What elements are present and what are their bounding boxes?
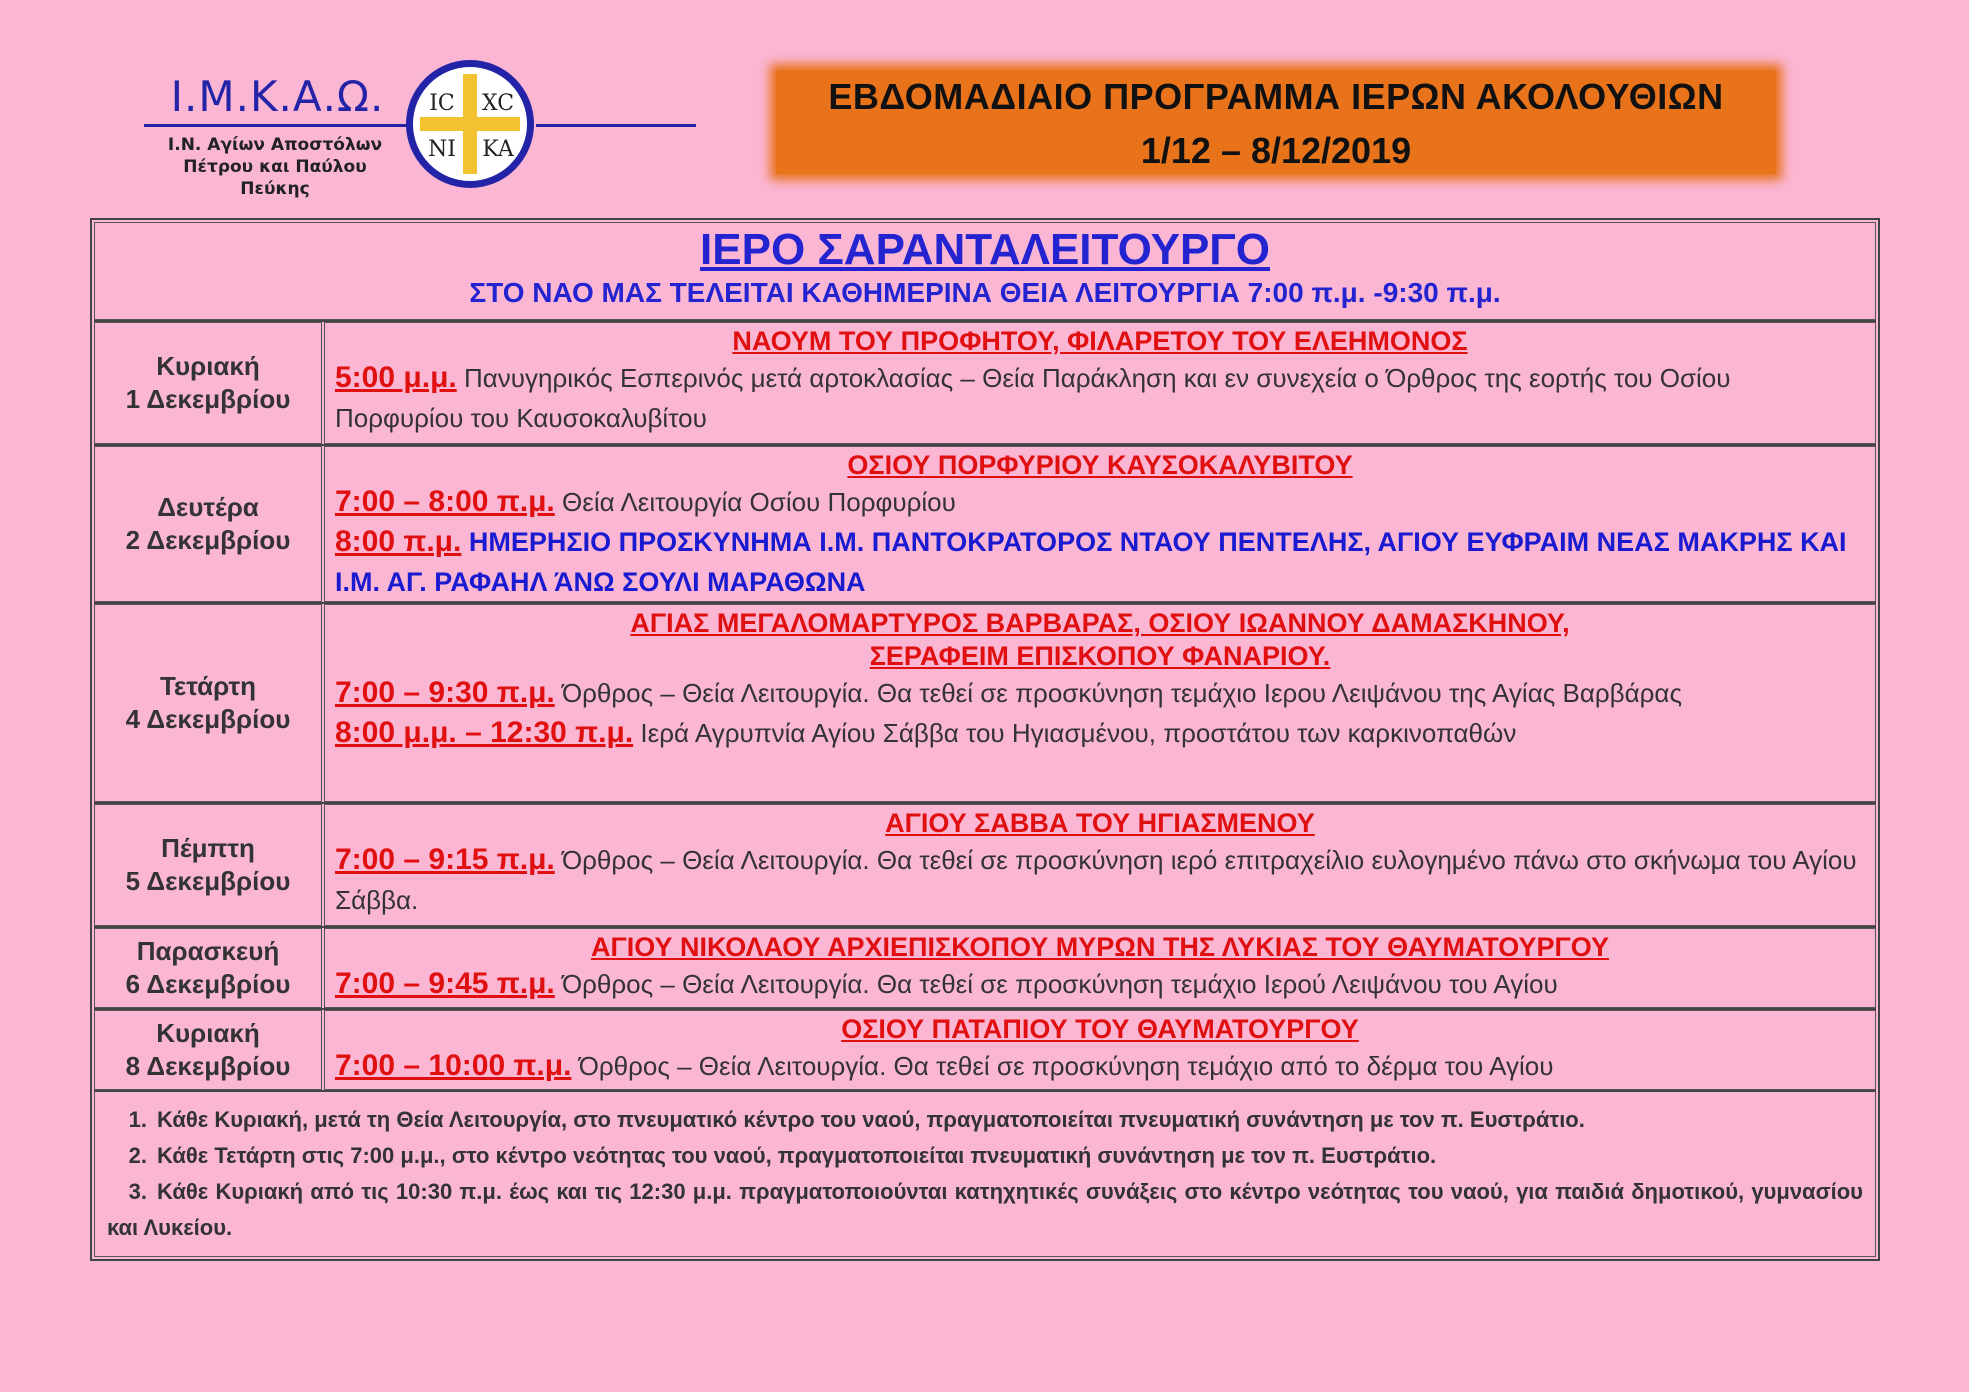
feast-title: ΑΓΙΑΣ ΜΕΓΑΛΟΜΑΡΤΥΡΟΣ ΒΑΡΒΑΡΑΣ, ΟΣΙΟΥ ΙΩΑΝΝΟΥ ΔΑΜΑΣΚΗΝΟΥ, [630,608,1570,638]
services-cell [324,604,1876,802]
service-time: 5:00 μ.μ. [335,361,457,394]
logo-sub-line: Πεύκης [240,179,310,199]
seal-letters: IC [429,91,455,116]
schedule-row [94,926,1876,1008]
day-date: 5 Δεκεμβρίου [125,866,291,896]
services-cell [324,804,1876,926]
service-time: 8:00 π.μ. [335,525,462,558]
day-cell [94,928,322,1008]
schedule-heading [94,222,1876,320]
note-text: Κάθε Τετάρτη στις 7:00 μ.μ., στο κέντρο νεότητας του ναού, πραγματοποιείται πνευματική συνάντηση με τον π. Ευστράτιο. [157,1143,1437,1168]
weekly-schedule-table [90,218,1880,1261]
day-date: 6 Δεκεμβρίου [125,969,291,999]
services-cell [324,1010,1876,1090]
day-cell [94,322,322,444]
service-time: 7:00 – 9:45 π.μ. [335,967,555,1000]
service-time: 7:00 – 9:15 π.μ. [335,843,555,876]
service-time: 7:00 – 8:00 π.μ. [335,485,555,518]
program-title-banner [776,70,1776,174]
day-cell [94,1010,322,1090]
service-entry [335,522,1865,602]
service-description: Όρθρος – Θεία Λειτουργία. Θα τεθεί σε προσκύνηση τεμάχιο Ιερου Λειψάνου της Αγίας Βαρβάρας [554,678,1682,708]
schedule-row [94,320,1876,444]
program-dates: 1/12 – 8/12/2019 [1140,130,1412,171]
note-number: 2. [128,1143,147,1168]
schedule-row [94,1008,1876,1090]
day-date: 1 Δεκεμβρίου [125,384,291,414]
feast-title: ΣΕΡΑΦΕΙΜ ΕΠΙΣΚΟΠΟΥ ΦΑΝΑΡΙΟΥ. [869,641,1331,671]
service-entry [335,1046,1865,1086]
feast-title: ΟΣΙΟΥ ΠΟΡΦΥΡΙΟΥ ΚΑΥΣΟΚΑΛΥΒΙΤΟΥ [847,450,1353,480]
schedule-heading-title: ΙΕΡΟ ΣΑΡΑΝΤΑΛΕΙΤΟΥΡΓΟ [700,225,1270,274]
logo-title: Ι.Μ.Κ.Α.Ω. [170,72,385,121]
service-entry [335,482,1865,522]
day-name: Πέμπτη [161,833,255,863]
note-number: 3. [128,1179,147,1204]
logo-sub-line: Πέτρου και Παύλου [183,157,367,177]
day-cell [94,446,322,602]
service-entry [335,673,1865,713]
note-item [107,1138,1863,1174]
note-text: Κάθε Κυριακή, μετά τη Θεία Λειτουργία, στο πνευματικό κέντρο του ναού, πραγματοποιείται πνευματική συνάντηση με τον π. Ευστράτιο. [157,1107,1585,1132]
parish-logo [140,62,570,202]
service-entry [335,964,1865,1004]
program-title: ΕΒΔΟΜΑΔΙΑΙΟ ΠΡΟΓΡΑΜΜΑ ΙΕΡΩΝ ΑΚΟΛΟΥΘΙΩΝ [828,76,1724,117]
seal-letters: NI [428,137,456,162]
service-description: Ιερά Αγρυπνία Αγίου Σάββα του Ηγιασμένου, προστάτου των καρκινοπαθών [633,718,1517,748]
icxc-nika-seal-icon [400,54,540,194]
service-description: Θεία Λειτουργία Οσίου Πορφυρίου [554,487,956,517]
seal-letters: XC [481,91,515,116]
feast-title: ΟΣΙΟΥ ΠΑΤΑΠΙΟΥ ΤΟΥ ΘΑΥΜΑΤΟΥΡΓΟΥ [841,1014,1359,1044]
service-time: 8:00 μ.μ. – 12:30 π.μ. [335,716,634,749]
logo-subtitle [140,134,410,200]
feast-title: ΝΑΟΥΜ ΤΟΥ ΠΡΟΦΗΤΟΥ, ΦΙΛΑΡΕΤΟΥ ΤΟΥ ΕΛΕΗΜΟΝΟΣ [732,326,1468,356]
schedule-row [94,602,1876,802]
logo-sub-line: Ι.Ν. Αγίων Αποστόλων [167,135,383,155]
service-description: Όρθρος – Θεία Λειτουργία. Θα τεθεί σε προσκύνηση ιερό επιτραχείλιο ευλογημένο πάνω στο σκήνωμα του Αγίου Σάββα. [335,845,1857,915]
day-cell [94,604,322,802]
services-cell [324,928,1876,1008]
day-name: Τετάρτη [159,671,256,701]
feast-title: ΑΓΙΟΥ ΝΙΚΟΛΑΟΥ ΑΡΧΙΕΠΙΣΚΟΠΟΥ ΜΥΡΩΝ ΤΗΣ ΛΥΚΙΑΣ ΤΟΥ ΘΑΥΜΑΤΟΥΡΓΟΥ [590,932,1610,962]
day-cell [94,804,322,926]
note-item [107,1102,1863,1138]
day-name: Κυριακή [156,1018,260,1048]
schedule-row [94,802,1876,926]
note-text: Κάθε Κυριακή από τις 10:30 π.μ. έως και τις 12:30 μ.μ. πραγματοποιούνται κατηχητικές συνάξεις στο κέντρο νεότητας του ναού, για παιδιά δημοτικού, γυμνασίου και Λυκείου. [107,1179,1863,1240]
service-entry [335,840,1865,920]
schedule-heading-subtitle: ΣΤΟ ΝΑΟ ΜΑΣ ΤΕΛΕΙΤΑΙ ΚΑΘΗΜΕΡΙΝΑ ΘΕΙΑ ΛΕΙΤΟΥΡΓΙΑ 7:00 π.μ. -9:30 π.μ. [469,277,1501,308]
service-time: 7:00 – 10:00 π.μ. [335,1049,572,1082]
service-description: Όρθρος – Θεία Λειτουργία. Θα τεθεί σε προσκύνηση τεμάχιο Ιερού Λειψάνου του Αγίου [554,969,1558,999]
day-date: 8 Δεκεμβρίου [125,1051,291,1081]
schedule-notes [94,1090,1876,1257]
schedule-rows [94,320,1876,1090]
service-entry [335,713,1865,753]
service-description: Όρθρος – Θεία Λειτουργία. Θα τεθεί σε προσκύνηση τεμάχιο από το δέρμα του Αγίου [571,1051,1554,1081]
service-description: Πανυγηρικός Εσπερινός μετά αρτοκλασίας – Θεία Παράκληση και εν συνεχεία ο Όρθρος της εορτής του Οσίου Πορφυρίου του Καυσοκαλυβίτου [335,363,1731,433]
day-name: Παρασκευή [136,936,280,966]
day-name: Κυριακή [156,351,260,381]
logo-divider [144,124,406,127]
service-entry [335,358,1865,438]
day-date: 2 Δεκεμβρίου [125,525,291,555]
service-description: ΗΜΕΡΗΣΙΟ ΠΡΟΣΚΥΝΗΜΑ Ι.Μ. ΠΑΝΤΟΚΡΑΤΟΡΟΣ ΝΤΑΟΥ ΠΕΝΤΕΛΗΣ, ΑΓΙΟΥ ΕΥΦΡΑΙΜ ΝΕΑΣ ΜΑΚΡΗΣ ΚΑΙ Ι.Μ. ΑΓ. ΡΑΦΑΗΛ ΆΝΩ ΣΟΥΛΙ ΜΑΡΑΘΩΝΑ [335,527,1847,597]
schedule-row [94,444,1876,602]
note-item [107,1174,1863,1246]
services-cell [324,322,1876,444]
service-time: 7:00 – 9:30 π.μ. [335,676,555,709]
feast-title: ΑΓΙΟΥ ΣΑΒΒΑ ΤΟΥ ΗΓΙΑΣΜΕΝΟΥ [885,808,1315,838]
day-date: 4 Δεκεμβρίου [125,704,291,734]
note-number: 1. [128,1107,147,1132]
logo-divider-right [536,124,696,127]
seal-letters: KA [482,137,514,162]
day-name: Δευτέρα [157,492,259,522]
services-cell [324,446,1876,602]
